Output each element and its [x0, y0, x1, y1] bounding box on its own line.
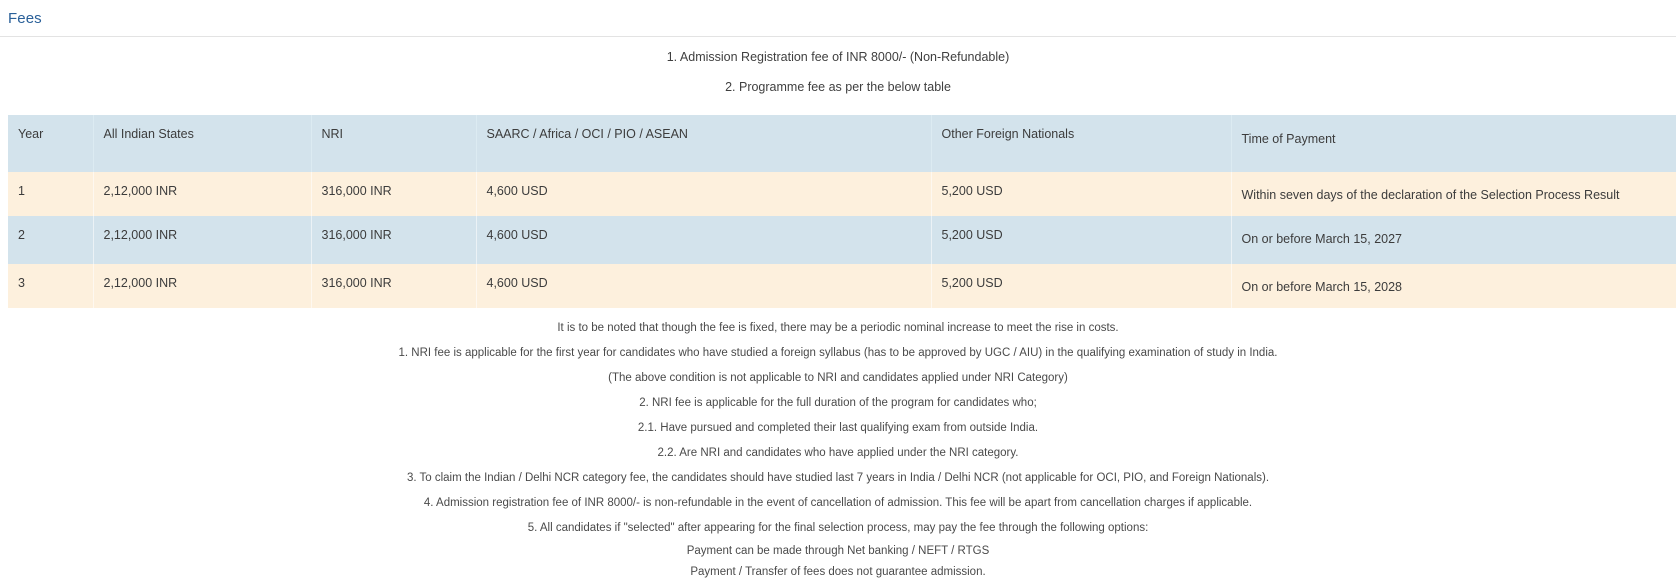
note-3-delhi-ncr-category: 3. To claim the Indian / Delhi NCR category fee, the candidates should have studied last 7 years in India / Delhi NCR (not applicable for OCI, PIO, and Foreign Nationals).	[406, 472, 1270, 484]
page-title: Fees	[8, 10, 42, 27]
cell-nri: 316,000 INR	[311, 172, 476, 216]
intro-line-1: 1. Admission Registration fee of INR 8000/- (Non-Refundable)	[666, 50, 1010, 64]
cell-time-of-payment: On or before March 15, 2028	[1231, 264, 1676, 308]
cell-saarc: 4,600 USD	[476, 216, 931, 264]
cell-time-of-payment: On or before March 15, 2027	[1231, 216, 1676, 264]
fees-section-header	[0, 0, 1676, 36]
cell-all-indian-states: 2,12,000 INR	[93, 216, 311, 264]
note-fee-increase: It is to be noted that though the fee is fixed, there may be a periodic nominal increase to meet the rise in costs.	[557, 322, 1119, 334]
fees-intro-block	[0, 37, 1676, 99]
column-header-other-foreign-nationals: Other Foreign Nationals	[931, 115, 1231, 172]
cell-other-foreign-nationals: 5,200 USD	[931, 216, 1231, 264]
table-header-row	[8, 115, 1676, 172]
note-2-2-nri-category: 2.2. Are NRI and candidates who have applied under the NRI category.	[657, 447, 1019, 459]
column-header-saarc-africa-oci-pio-asean: SAARC / Africa / OCI / PIO / ASEAN	[476, 115, 931, 172]
fees-table-container	[8, 115, 1676, 308]
table-row	[8, 264, 1676, 308]
cell-time-of-payment: Within seven days of the declaration of the Selection Process Result	[1231, 172, 1676, 216]
cell-nri: 316,000 INR	[311, 264, 476, 308]
cell-saarc: 4,600 USD	[476, 172, 931, 216]
cell-year: 1	[8, 172, 93, 216]
fees-table	[8, 115, 1676, 308]
note-2-nri-full-duration: 2. NRI fee is applicable for the full duration of the program for candidates who;	[639, 397, 1037, 409]
cell-saarc: 4,600 USD	[476, 264, 931, 308]
note-5-payment-options: 5. All candidates if "selected" after appearing for the final selection process, may pay the fee through the following options:	[527, 522, 1149, 534]
note-4-registration-non-refundable: 4. Admission registration fee of INR 8000/- is non-refundable in the event of cancellation of admission. This fee will be apart from cancellation charges if applicable.	[423, 497, 1253, 509]
payment-disclaimer-line: Payment / Transfer of fees does not guarantee admission.	[690, 566, 986, 578]
column-header-time-of-payment: Time of Payment	[1231, 115, 1676, 172]
cell-all-indian-states: 2,12,000 INR	[93, 172, 311, 216]
column-header-nri: NRI	[311, 115, 476, 172]
payment-method-line: Payment can be made through Net banking / NEFT / RTGS	[686, 545, 990, 557]
cell-other-foreign-nationals: 5,200 USD	[931, 172, 1231, 216]
column-header-year: Year	[8, 115, 93, 172]
cell-year: 2	[8, 216, 93, 264]
fees-notes-block	[0, 308, 1676, 583]
intro-line-2: 2. Programme fee as per the below table	[725, 80, 951, 94]
note-2-1-last-qualifying-exam: 2.1. Have pursued and completed their last qualifying exam from outside India.	[637, 422, 1039, 434]
note-1-nri-first-year: 1. NRI fee is applicable for the first year for candidates who have studied a foreign syllabus (has to be approved by UGC / AIU) in the qualifying examination of study in India.	[398, 347, 1278, 359]
cell-year: 3	[8, 264, 93, 308]
note-nri-category-exception: (The above condition is not applicable to NRI and candidates applied under NRI Category)	[608, 372, 1068, 384]
column-header-all-indian-states: All Indian States	[93, 115, 311, 172]
cell-all-indian-states: 2,12,000 INR	[93, 264, 311, 308]
cell-other-foreign-nationals: 5,200 USD	[931, 264, 1231, 308]
cell-nri: 316,000 INR	[311, 216, 476, 264]
table-row	[8, 216, 1676, 264]
table-row	[8, 172, 1676, 216]
